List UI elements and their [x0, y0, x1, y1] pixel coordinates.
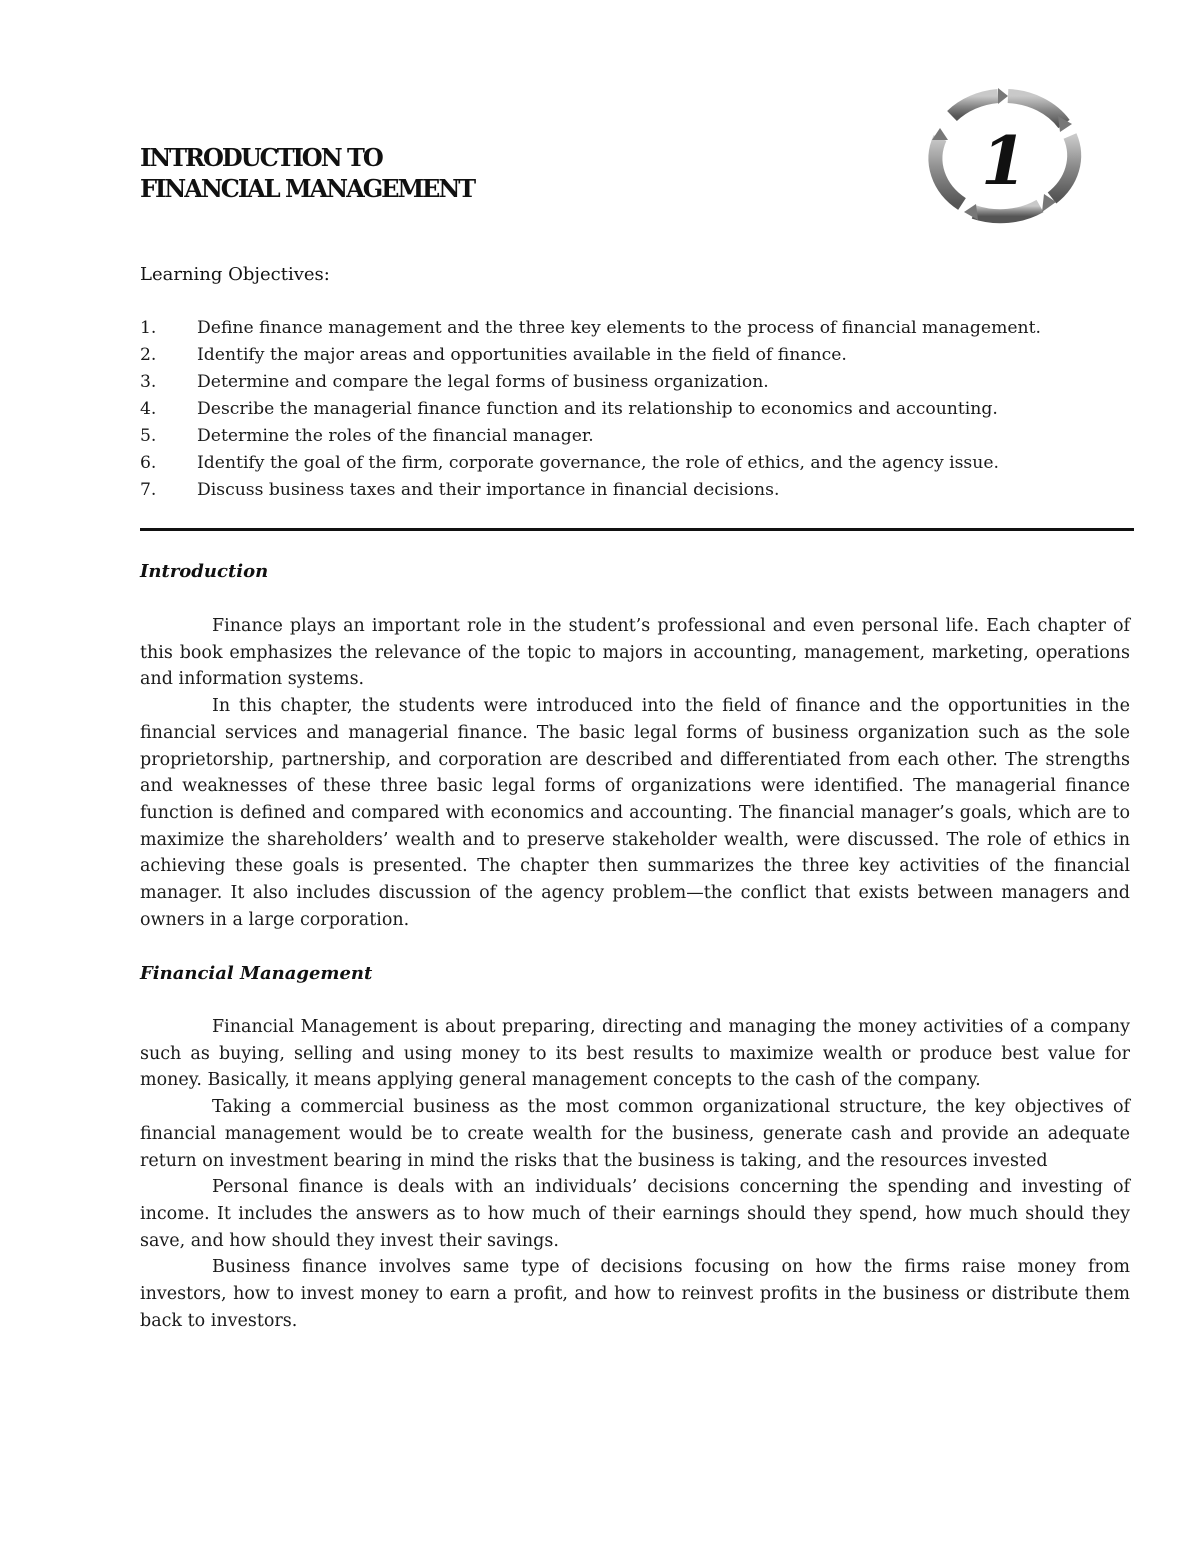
page-title — [140, 142, 474, 204]
list-item-text: Define finance management and the three key elements to the process of financial management. — [197, 318, 1041, 338]
introduction-body — [140, 613, 1130, 933]
list-item: 2. Identify the major areas and opportunities available in the field of finance. — [140, 342, 1140, 369]
paragraph: Business finance involves same type of decisions focusing on how the firms raise money from investors, how to invest money to earn a profit, and how to reinvest profits in the business or distribute them back to investors. — [140, 1257, 1130, 1331]
title-line-2: FINANCIAL MANAGEMENT — [140, 174, 475, 203]
list-item: 4. Describe the managerial finance function and its relationship to economics and accounting. — [140, 396, 1140, 423]
list-item: 7. Discuss business taxes and their importance in financial decisions. — [140, 477, 1140, 504]
paragraph: Personal finance is deals with an individuals’ decisions concerning the spending and investing of income. It includes the answers as to how much of their earnings should they spend, how much should they save, and how should they invest their savings. — [140, 1177, 1130, 1251]
list-item-text: Describe the managerial finance function and its relationship to economics and accounting. — [197, 399, 998, 419]
financial-management-body — [140, 1014, 1130, 1334]
paragraph: Taking a commercial business as the most common organizational structure, the key objectives of financial management would be to create wealth for the business, generate cash and provide an adequate return on investment bearing in mind the risks that the business is taking, and the resources invested — [140, 1097, 1130, 1171]
paragraph: Financial Management is about preparing, directing and managing the money activities of a company such as buying, selling and using money to its best results to maximize wealth or produce best value for money. Basically, it means applying general management concepts to the cash of the company. — [140, 1017, 1130, 1091]
list-item: 6. Identify the goal of the firm, corporate governance, the role of ethics, and the agency issue. — [140, 450, 1140, 477]
list-item-text: Discuss business taxes and their importance in financial decisions. — [197, 480, 780, 500]
learning-objectives-list — [140, 315, 1140, 504]
introduction-heading: Introduction — [140, 561, 269, 582]
list-item-text: Identify the major areas and opportunities available in the field of finance. — [197, 345, 847, 365]
list-item-text: Identify the goal of the firm, corporate governance, the role of ethics, and the agency issue. — [197, 453, 999, 473]
list-item: 1. Define finance management and the three key elements to the process of financial management. — [140, 315, 1140, 342]
list-item-text: Determine and compare the legal forms of business organization. — [197, 372, 769, 392]
section-divider — [140, 528, 1134, 531]
paragraph: In this chapter, the students were introduced into the field of finance and the opportunities in the financial services and managerial finance. The basic legal forms of business organization such as the sole proprietorship, partnership, and corporation are described and differentiated from each other. The strengths and weaknesses of these three basic legal forms of organizations were identified. The managerial finance function is defined and compared with economics and accounting. The financial manager’s goals, which are to maximize the shareholders’ wealth and to preserve stakeholder wealth, were discussed. The role of ethics in achieving these goals is presented. The chapter then summarizes the three key activities of the financial manager. It also includes discussion of the agency problem—the conflict that exists between managers and owners in a large corporation. — [140, 696, 1130, 930]
list-item: 3. Determine and compare the legal forms of business organization. — [140, 369, 1140, 396]
financial-management-heading: Financial Management — [140, 963, 373, 984]
list-item-text: Determine the roles of the financial manager. — [197, 426, 594, 446]
title-line-1: INTRODUCTION TO — [140, 143, 382, 172]
chapter-number-badge — [912, 88, 1092, 228]
paragraph: Finance plays an important role in the student’s professional and even personal life. Each chapter of this book emphasizes the relevance of the topic to majors in accounting, management, marketing, operations and information systems. — [140, 616, 1130, 690]
list-item: 5. Determine the roles of the financial manager. — [140, 423, 1140, 450]
circular-arrows-icon — [912, 88, 1092, 228]
chapter-number: 1 — [981, 122, 1027, 200]
learning-objectives-title: Learning Objectives: — [140, 264, 330, 285]
